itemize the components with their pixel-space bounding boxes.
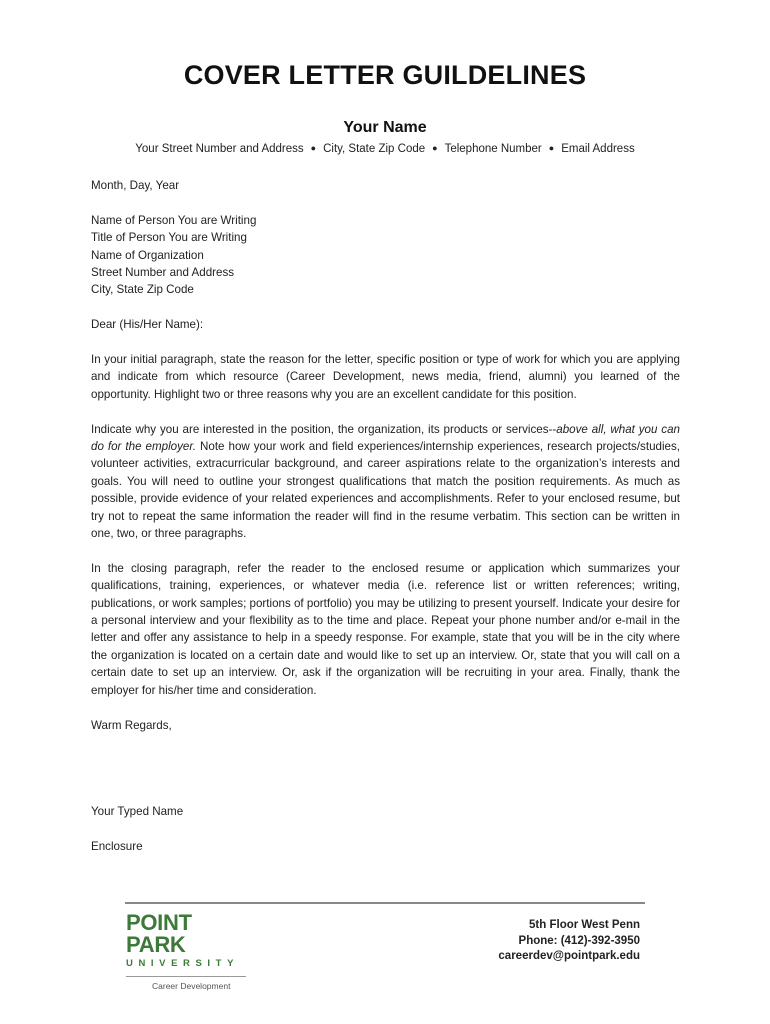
bullet-separator: ● [548,143,555,153]
contact-city: City, State Zip Code [323,143,426,155]
paragraph-closing: In the closing paragraph, refer the reader to the enclosed resume or application which summarizes your qualifications, training, experiences, or whatever media (i.e. reference list or written references; writing, publications, or work samples; portions of portfolio) you may be utilizing to present yourself. Indicate your desire for a personal interview and your flexibility as to the time and place. Repeat your phone number and/or e-mail in the letter and offer any assistance to help in a speedy response. For example, state that you will be in the city where the organization is located on a certain date and would like to set up an interview. Or, state that you will call on a certain date to set up an interview. Or, ask if the organization will be recruiting in your area. Finally, thank the employer for his/her time and consideration. [91,561,680,697]
paragraph-body-rest: Note how your work and field experiences/internship experiences, research projects/studies, volunteer activities, extracurricular background, and career aspirations relate to the organization’s interests and goals. You will need to outline your strongest qualifications that match the position requirements. As much as possible, provide evidence of your related experiences and accomplishments. Refer to your enclosed resume, but try not to repeat the same information the reader will find in the resume verbatim. This section can be written in one, two, or three paragraphs. [91,440,681,541]
recipient-name: Name of Person You are Writing [91,213,257,227]
letter-body [91,177,680,873]
applicant-contact-line [0,143,770,155]
recipient-title: Title of Person You are Writing [91,231,247,245]
paragraph-body-start: Indicate why you are interested in the position, the organization, its products or services-- [91,422,557,436]
recipient-organization: Name of Organization [91,248,204,262]
logo-department: Career Development [152,981,231,991]
salutation: Dear (His/Her Name): [91,318,204,332]
applicant-name: Your Name [343,119,427,136]
recipient-block [91,212,680,299]
paragraph-intro: In your initial paragraph, state the reason for the letter, specific position or type of work for which you are applying and indicate from which resource (Career Development, news media, friend, alumni) you learned of the opportunity. Highlight two or three reasons why you are an excellent candidate for this position. [91,353,680,401]
page-title: COVER LETTER GUILDELINES [183,60,587,90]
recipient-street: Street Number and Address [91,266,235,280]
bullet-separator: ● [310,143,317,153]
contact-phone: Telephone Number [444,143,542,155]
paragraph-body-emphasis: above all, what you can do for the employer. [91,422,681,454]
logo-subtitle: UNIVERSITY [126,958,240,969]
recipient-city: City, State Zip Code [91,283,194,297]
paragraph-body [91,421,680,543]
contact-email: Email Address [561,143,635,155]
university-logo [126,912,252,991]
footer-divider [125,902,645,904]
office-phone: Phone: (412)-392-3950 [518,934,640,947]
office-contact-block [498,918,640,965]
letter-date: Month, Day, Year [91,179,180,192]
typed-name: Your Typed Name [91,805,184,819]
signature-space [91,751,680,803]
office-email: careerdev@pointpark.edu [498,950,640,962]
contact-address: Your Street Number and Address [135,143,304,155]
logo-wordmark: POINT PARK [126,910,192,957]
enclosure-note: Enclosure [91,840,143,854]
closing-phrase: Warm Regards, [91,718,172,732]
office-location: 5th Floor West Penn [529,919,640,931]
bullet-separator: ● [432,143,438,153]
logo-divider [126,976,246,977]
